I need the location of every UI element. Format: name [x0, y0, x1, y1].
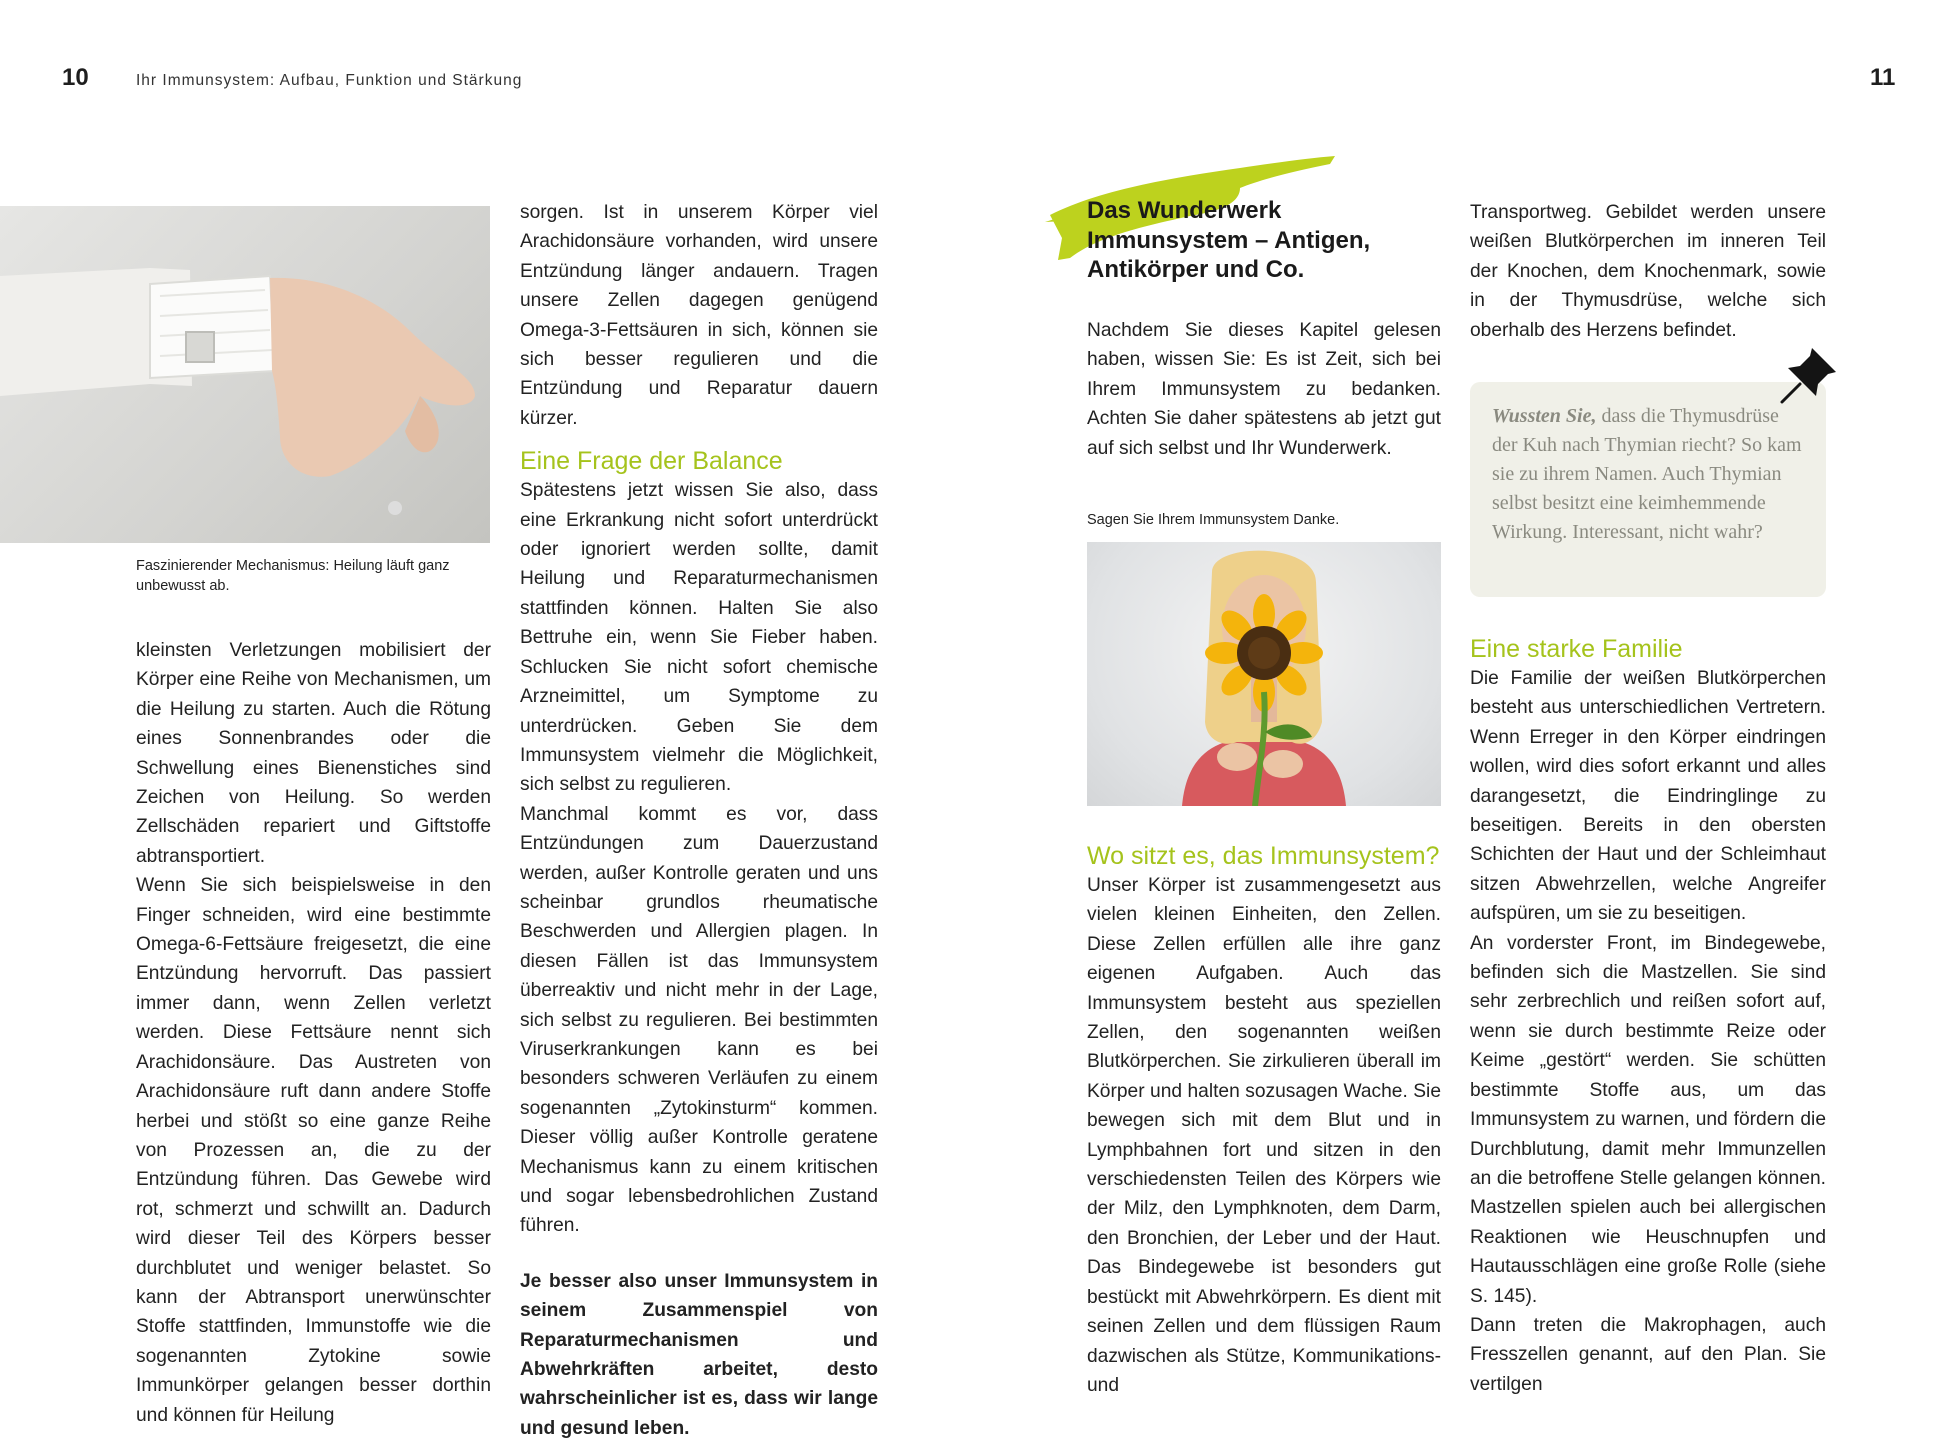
wrist-illustration — [0, 206, 490, 543]
right-column-1-lower — [1087, 841, 1441, 1400]
did-you-know-box — [1470, 382, 1826, 597]
balance-paragraph: Manchmal kommt es vor, dass Entzündungen zum Dauerzustand werden, außer Kontrolle geraten und uns scheinbar grundlos rheumatische Beschwerden und Allergien plagen. In diesen Fällen ist das Immunsystem überreaktiv und nicht mehr in der Lage, sich selbst zu regulieren. Bei bestimmten Viruserkrankungen kann es bei besonders schweren Verläufen zu einem sogenannten „Zytokinsturm“ kommen. Dieser völlig außer Kontrolle geratene Mechanismus kann zu einem kritischen und sogar lebensbedrohlichen Zustand führen. — [520, 803, 878, 1237]
col1-paragraph: Wenn Sie sich beispielsweise in den Finger schneiden, wird eine bestimmte Omega-6-Fettsäure freigesetzt, die eine Entzündung hervorruft. Das passiert immer dann, wenn Zellen verletzt werden. Diese Fettsäure nennt sich Arachidonsäure. Das Austreten von Arachidonsäure ruft dann andere Stoffe herbei und stößt so eine ganze Reihe von Prozessen an, die zu der Entzündung führen. Das Gewebe wird rot, schmerzt und schwillt an. Dadurch wird dieser Teil des Körpers besser durchblutet und weniger belastet. So kann der Abtransport unerwünschter Stoffe stattfinden, Immunstoffe wie die sogenannten Zytokine sowie Immunkörper gelangen besser dorthin und können für Heilung — [136, 875, 491, 1426]
left-column-1 — [136, 636, 491, 1430]
did-you-know-lead: Wussten Sie, — [1492, 405, 1597, 427]
where-paragraph: Unser Körper ist zusammengesetzt aus vielen kleinen Einheiten, den Zellen. Diese Zellen erfüllen alle ihre ganz eigenen Aufgaben. Auch das Immunsystem besteht aus speziellen Zellen, den sogenannten weißen Blutkörperchen. Sie zirkulieren überall im Körper und halten sozusagen Wache. Sie bewegen sich mit dem Blut und in Lymphbahnen fort und sitzen in den verschiedensten Teilen des Körpers wie der Milz, den Lymphknoten, dem Darm, den Bronchien, der Leber und der Haut. Das Bindegewebe ist besonders gut bestückt mit Abwehrkörpern. Es dient mit seinen Zellen und dem flüssigen Raum dazwischen als Stütze, Kommunikations- und — [1087, 875, 1441, 1396]
bold-conclusion: Je besser also unser Immunsystem in seinem Zusammenspiel von Reparaturmechanismen und Abwehrkräften arbeitet, desto wahrscheinlicher ist es, dass wir lange und gesund leben. — [520, 1270, 878, 1439]
col4-intro: Transportweg. Gebildet werden unsere weißen Blutkörperchen im inneren Teil der Knochen, dem Knochenmark, sowie in der Thymusdrüse, welche sich oberhalb des Herzens befindet. — [1470, 202, 1826, 341]
left-photo-caption: Faszinierender Mechanismus: Heilung läuft ganz unbewusst ab. — [136, 558, 450, 594]
pushpin-icon — [1778, 342, 1842, 406]
left-page-number: 10 — [62, 64, 89, 91]
family-heading: Eine starke Familie — [1470, 635, 1683, 663]
chapter-title-line: Das Wunderwerk — [1087, 197, 1282, 224]
chapter-title — [1087, 196, 1370, 285]
did-you-know-text — [1470, 382, 1826, 547]
did-you-know-body: dass die Thymusdrüse der Kuh nach Thymian riecht? So kam sie zu ihrem Namen. Auch Thymian selbst besitzt eine keimhemmende Wirkung. Interessant, nicht wahr? — [1492, 405, 1802, 543]
sunflower-photo — [1087, 542, 1441, 806]
balance-heading: Eine Frage der Balance — [520, 447, 783, 476]
sunflower-photo-caption: Sagen Sie Ihrem Immunsystem Danke. — [1087, 512, 1340, 528]
wrist-bandage-photo — [0, 206, 490, 543]
right-page-number: 11 — [1870, 64, 1896, 91]
right-column-2 — [1470, 198, 1826, 345]
where-heading: Wo sitzt es, das Immunsystem? — [1087, 842, 1440, 870]
chapter-title-line: Antikörper und Co. — [1087, 256, 1305, 283]
family-paragraph: Dann treten die Makrophagen, auch Fresszellen genannt, auf den Plan. Sie vertilgen — [1470, 1314, 1826, 1395]
woman-with-sunflower-illustration — [1087, 542, 1441, 806]
chapter-intro: Nachdem Sie dieses Kapitel gelesen haben, wissen Sie: Es ist Zeit, sich bei Ihrem Immunsystem zu bedanken. Achten Sie daher spätestens ab jetzt gut auf sich selbst und Ihr Wunderwerk. — [1087, 320, 1441, 459]
right-column-2-lower — [1470, 634, 1826, 1399]
left-column-2 — [520, 198, 878, 1443]
family-paragraph: An vorderster Front, im Bindegewebe, befinden sich die Mastzellen. Sie sind sehr zerbrechlich und reißen sofort auf, wenn sie durch bestimmte Reize oder Keime „gestört“ werden. Sie schütten bestimmte Stoffe aus, um das Immunsystem zu warnen, und fördern die Durchblutung, damit mehr Immunzellen an die betroffene Stelle gelangen können. Mastzellen spielen auch bei allergischen Reaktionen wie Heuschnupfen und Hautausschlägen eine große Rolle (siehe S. 145). — [1470, 932, 1826, 1307]
family-paragraph: Die Familie der weißen Blutkörperchen besteht aus unterschiedlichen Vertretern. Wenn Erreger in den Körper eindringen wollen, wird dies sofort erkannt und alles darangesetzt, die Eindringlinge zu beseitigen. Bereits in den obersten Schichten der Haut und der Schleimhaut sitzen Abwehrzellen, welche Angreifer aufspüren, um sie zu beseitigen. — [1470, 668, 1826, 925]
col1-paragraph: kleinsten Verletzungen mobilisiert der Körper eine Reihe von Mechanismen, um die Heilung zu starten. Auch die Rötung eines Sonnenbrandes oder die Schwellung eines Bienenstiches sind Zeichen von Heilung. So werden Zellschäden repariert und Giftstoffe abtransportiert. — [136, 640, 491, 867]
running-head: Ihr Immunsystem: Aufbau, Funktion und Stärkung — [136, 72, 523, 89]
chapter-title-line: Immunsystem – Antigen, — [1087, 226, 1371, 254]
balance-paragraph: Spätestens jetzt wissen Sie also, dass eine Erkrankung nicht sofort unterdrückt oder ignoriert werden sollte, damit Heilung und Reparaturmechanismen stattfinden können. Halten Sie also Bettruhe ein, wenn Sie Fieber haben. Schlucken Sie nicht sofort chemische Arzneimittel, um Symptome zu unterdrücken. Geben Sie dem Immunsystem vielmehr die Möglichkeit, sich selbst zu regulieren. — [520, 480, 878, 796]
right-column-1 — [1087, 316, 1441, 463]
col2-intro: sorgen. Ist in unserem Körper viel Arachidonsäure vorhanden, wird unsere Entzündung länger andauern. Tragen unsere Zellen dagegen genügend Omega-3-Fettsäuren in sich, können sie sich besser regulieren und die Entzündung und Reparatur dauern kürzer. — [520, 202, 878, 429]
